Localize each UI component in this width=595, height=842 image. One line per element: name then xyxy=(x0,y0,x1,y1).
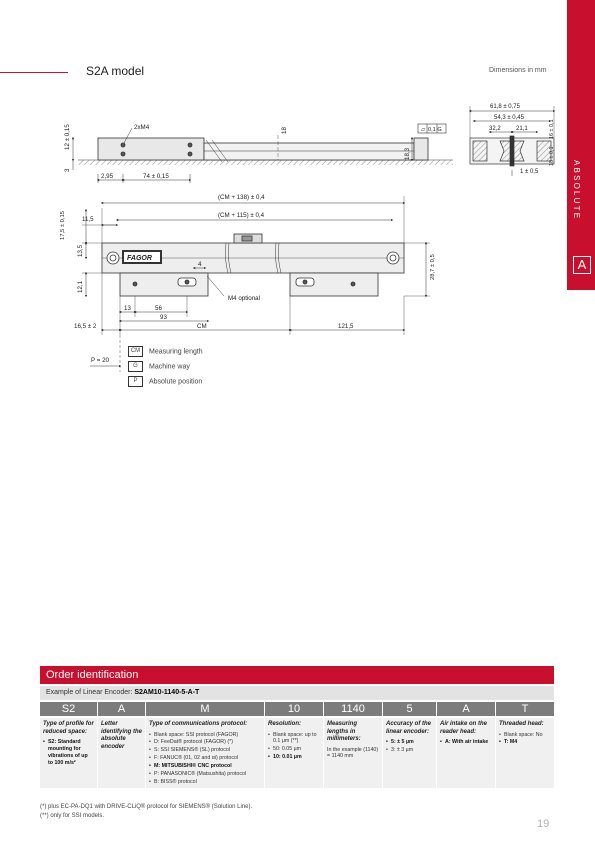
order-example-code: S2AM10-1140-5-A-T xyxy=(134,689,200,696)
code-cell: A xyxy=(98,702,145,716)
desc-item: • P: PANASONIC® (Matsushita) protocol xyxy=(149,771,261,778)
side-tab-letter: A xyxy=(573,256,591,274)
desc-item: • Blank space: SSI protocol (FAGOR) xyxy=(149,732,261,739)
label-16: 16 ± 0,1 xyxy=(549,119,555,139)
legend-item-cm xyxy=(128,346,203,358)
desc-heading: Resolution: xyxy=(268,721,301,727)
legend-text: Machine way xyxy=(149,363,190,371)
label-28-7: 28,7 ± 0,5 xyxy=(430,254,436,280)
label-2-95: 2,95 xyxy=(101,173,114,180)
desc-heading: Type of communications protocol: xyxy=(149,721,248,727)
desc-item: • 10: 0.01 µm xyxy=(268,754,320,761)
code-cell: T xyxy=(496,702,554,716)
desc-item: • B: BISS® protocol xyxy=(149,779,261,786)
label-1: 1 ± 0,5 xyxy=(520,169,539,175)
code-cell: 1140 xyxy=(324,702,382,716)
label-17-5: 17,5 ± 0,15 xyxy=(60,211,66,240)
code-cell: A xyxy=(437,702,495,716)
desc-accuracy xyxy=(383,718,436,788)
order-description-row xyxy=(40,718,554,788)
code-cell: M xyxy=(146,702,264,716)
label-18-section: 18 ± 0,1 xyxy=(549,146,555,166)
dimensions-note: Dimensions in mm xyxy=(489,67,547,74)
label-4: 4 xyxy=(198,261,202,268)
technical-drawing xyxy=(0,0,595,400)
desc-air-intake xyxy=(437,718,495,788)
side-tab-label: ABSOLUTE xyxy=(572,160,581,221)
label-32-2: 32,2 xyxy=(489,126,501,132)
desc-item: • F: FANUC® (01, 02 and αi) protocol xyxy=(149,755,261,762)
label-121-5: 121,5 xyxy=(338,323,354,330)
label-cm-115: (CM + 115) ± 0,4 xyxy=(218,212,265,219)
side-view xyxy=(73,124,453,183)
desc-item: • T: M4 xyxy=(499,739,551,746)
desc-item: • D: FeeDat® protocol (FAGOR) (*) xyxy=(149,739,261,746)
label-p20: P = 20 xyxy=(91,357,109,364)
label-13-5: 13,5 xyxy=(77,244,84,257)
legend-text: Absolute position xyxy=(149,378,203,386)
desc-threaded-head xyxy=(496,718,554,788)
desc-letter xyxy=(98,718,145,788)
desc-heading: Air intake on the reader head: xyxy=(440,721,488,735)
desc-item: • 50: 0.05 µm xyxy=(268,746,320,753)
label-56: 56 xyxy=(155,305,162,312)
order-example-label: Example of Linear Encoder: xyxy=(46,689,133,696)
fagor-logo: FAGOR xyxy=(127,255,152,262)
label-12: 12 ± 0,15 xyxy=(64,124,71,150)
page-title: S2A model xyxy=(86,64,145,78)
footnote: (*) plus EC-PA-DQ1 with DRIVE-CLiQ® protocol for SIEMENS® (Solution Line). xyxy=(40,804,253,810)
label-m4-optional: M4 optional xyxy=(228,295,260,302)
label-74: 74 ± 0,15 xyxy=(143,173,169,180)
code-cell: S2 xyxy=(40,702,97,716)
desc-protocol xyxy=(146,718,264,788)
page-number: 19 xyxy=(537,818,550,830)
label-13: 13 xyxy=(124,305,131,312)
code-cell: 5 xyxy=(383,702,436,716)
legend-code: CM xyxy=(128,346,143,357)
desc-length xyxy=(324,718,382,788)
desc-item: • 5: ± 5 µm xyxy=(386,739,433,746)
label-flatness-value: 0,1 G xyxy=(428,127,442,133)
desc-item: • M: MITSUBISHI® CNC protocol xyxy=(149,763,261,770)
desc-resolution xyxy=(265,718,323,788)
label-18-3: 18,3 xyxy=(404,147,411,160)
label-12-1: 12,1 xyxy=(77,280,84,293)
order-example xyxy=(40,686,554,700)
desc-heading: Letter identifying the absolute encoder xyxy=(101,721,142,750)
label-2xm4: 2xM4 xyxy=(134,124,150,131)
label-3: 3 xyxy=(64,168,71,172)
legend-code: P xyxy=(128,376,143,387)
legend-item-p xyxy=(128,376,202,388)
label-cm-138: (CM + 138) ± 0,4 xyxy=(218,194,265,201)
footnotes xyxy=(40,803,252,821)
desc-note: In the example (1140) = 1140 mm xyxy=(327,746,379,760)
order-code-row xyxy=(40,702,554,716)
order-identification xyxy=(40,666,554,788)
label-16-5: 16,5 ± 2 xyxy=(74,323,97,330)
label-18: 18 xyxy=(281,127,288,134)
label-93: 93 xyxy=(160,314,167,321)
desc-heading: Type of profile for reduced space: xyxy=(43,721,94,735)
desc-item: • 3: ± 3 µm xyxy=(386,747,433,754)
code-cell: 10 xyxy=(265,702,323,716)
legend-code: G xyxy=(128,361,143,372)
desc-item: • S: SSI SIEMENS® (SL) protocol xyxy=(149,747,261,754)
label-flatness: ⏥ xyxy=(421,127,426,133)
label-54-3: 54,3 ± 0,45 xyxy=(494,115,524,121)
side-view-ground-hatch xyxy=(78,160,453,165)
label-21-1: 21,1 xyxy=(516,126,528,132)
legend-item-g xyxy=(128,361,190,373)
footnote: (**) only for SSI models. xyxy=(40,813,105,819)
desc-item: • Blank space: No xyxy=(499,732,551,739)
label-cm: CM xyxy=(197,323,207,330)
desc-heading: Accuracy of the linear encoder: xyxy=(386,721,432,735)
desc-item: • A: With air intake xyxy=(440,739,492,746)
desc-profile xyxy=(40,718,97,788)
legend-text: Measuring length xyxy=(149,348,203,356)
order-title: Order identification xyxy=(40,666,554,684)
desc-item: • Blank space: up to 0.1 µm (**) xyxy=(268,732,320,746)
label-61-8: 61,8 ± 0,75 xyxy=(490,104,520,110)
label-11-5: 11,5 xyxy=(82,216,94,223)
front-view-labels xyxy=(60,194,436,364)
desc-item: • S2: Standard mounting for vibrations of up to 100 m/s² xyxy=(43,739,94,767)
desc-heading: Measuring lengths in millimeters: xyxy=(327,721,361,742)
desc-heading: Threaded head: xyxy=(499,721,544,727)
